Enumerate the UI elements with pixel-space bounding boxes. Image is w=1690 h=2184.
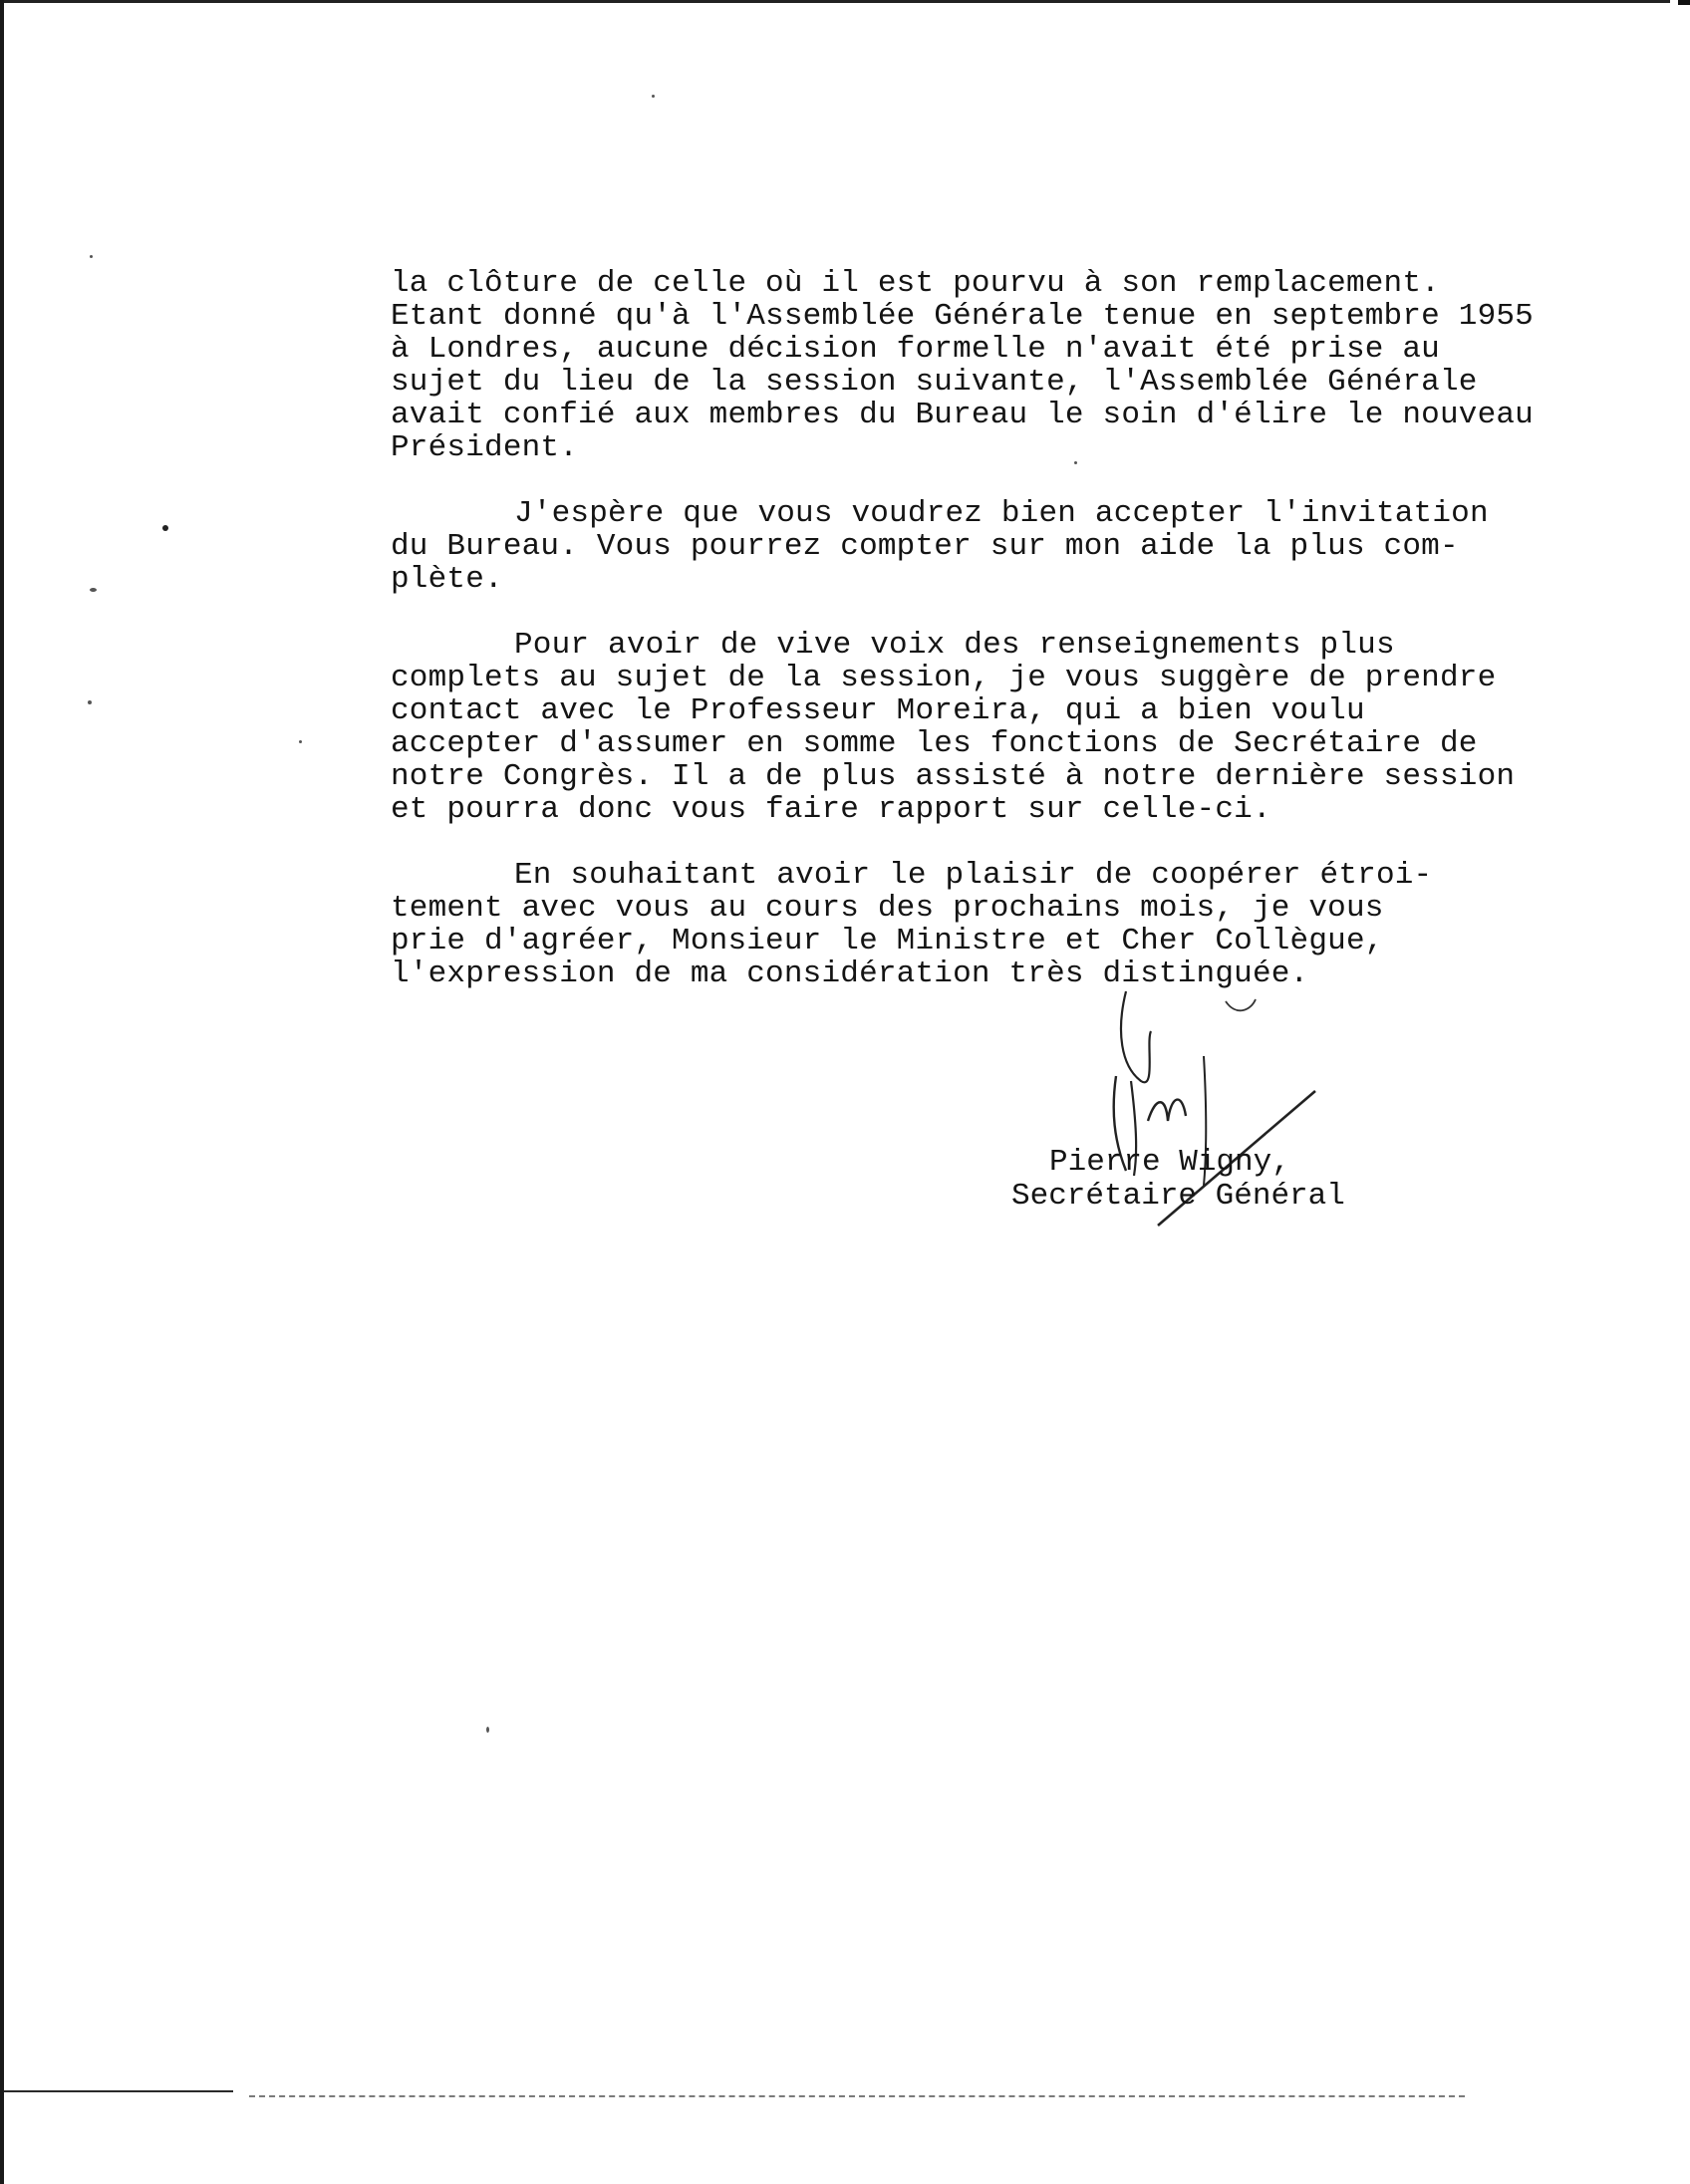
footer-rule-dashed bbox=[249, 2095, 1465, 2097]
scan-speck bbox=[88, 700, 92, 704]
scan-speck bbox=[486, 1727, 489, 1733]
scan-edge-top bbox=[0, 0, 1670, 3]
scan-speck bbox=[299, 740, 302, 743]
letter-paragraph: En souhaitant avoir le plaisir de coopérer étroi- tement avec vous au cours des prochains mois, je vous prie d'agréer, Monsieur le Ministre et Cher Collègue, l'expression de ma considération très distinguée. bbox=[391, 858, 1433, 991]
signer-name: Pierre Wigny, bbox=[1049, 1145, 1290, 1180]
letter-paragraph: J'espère que vous voudrez bien accepter l'invitation du Bureau. Vous pourrez compter sur mon aide la plus com- plète. bbox=[391, 496, 1489, 597]
scan-speck bbox=[652, 95, 655, 98]
letter-paragraph: la clôture de celle où il est pourvu à son remplacement. Etant donné qu'à l'Assemblée Générale tenue en septembre 1955 à Londres, aucune décision formelle n'avait été prise au sujet du lieu de la session suivante, l'Assemblée Générale avait confié aux membres du Bureau le soin d'élire le nouveau Président. bbox=[391, 266, 1534, 465]
scan-mark bbox=[1678, 0, 1690, 5]
signature-block bbox=[1011, 1146, 1410, 1214]
signer-title: Secrétaire Général bbox=[1011, 1179, 1345, 1214]
footer-rule bbox=[4, 2090, 233, 2092]
letter-paragraph: Pour avoir de vive voix des renseignements plus complets au sujet de la session, je vous suggère de prendre contact avec le Professeur Moreira, qui a bien voulu accepter d'assumer en somme les fonctions de Secrétaire de notre Congrès. Il a de plus assisté à notre dernière session et pourra donc vous faire rapport sur celle-ci. bbox=[391, 628, 1516, 827]
scan-speck bbox=[162, 525, 168, 531]
scan-edge-left bbox=[0, 0, 4, 2184]
scan-speck bbox=[90, 255, 93, 258]
scan-speck bbox=[90, 588, 97, 592]
letter-body bbox=[391, 267, 1636, 1023]
